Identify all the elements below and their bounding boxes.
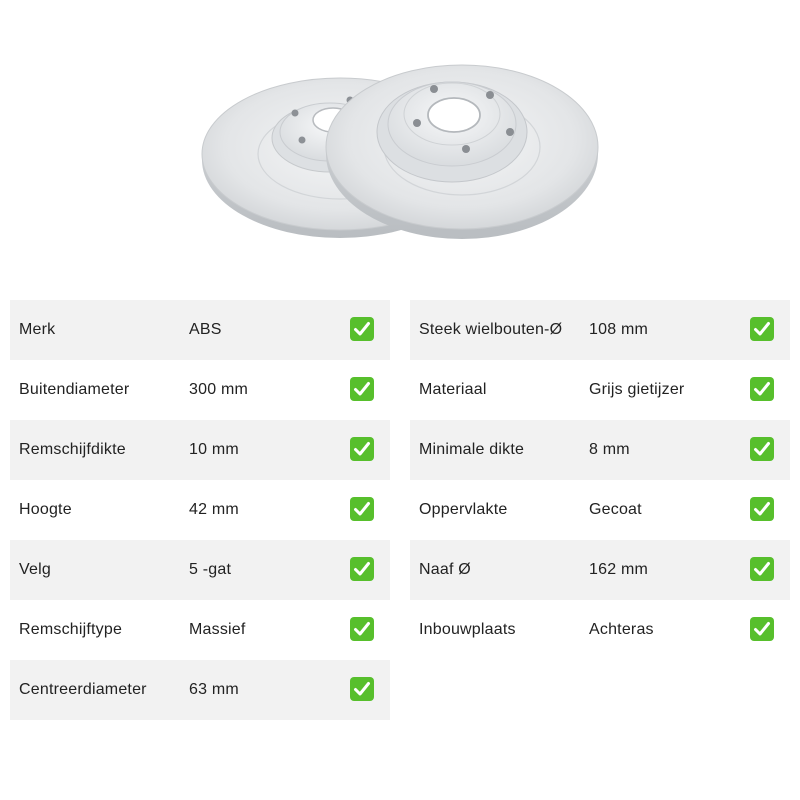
spec-value: 10 mm [189,441,239,458]
check-icon [749,376,775,402]
spec-value: 8 mm [589,441,630,458]
check-icon [349,616,375,642]
spec-label: Minimale dikte [419,441,525,458]
spec-row-remschijftype [10,600,390,660]
spec-label: Remschijfdikte [19,441,126,458]
check-icon [349,676,375,702]
spec-row-hoogte [10,480,390,540]
spec-value: 42 mm [189,501,239,518]
spec-value: 63 mm [189,681,239,698]
check-icon [749,616,775,642]
check-icon [749,316,775,342]
check-icon [749,436,775,462]
spec-value: Gecoat [589,501,642,518]
check-icon [349,556,375,582]
spec-row-velg [10,540,390,600]
spec-value: ABS [189,321,222,338]
spec-row-centreerdiameter [10,660,390,720]
spec-label: Centreerdiameter [19,681,147,698]
spec-value: Achteras [589,621,654,638]
spec-label: Materiaal [419,381,487,398]
check-icon [349,376,375,402]
spec-value: 108 mm [589,321,648,338]
spec-row-inbouwplaats [410,600,790,660]
spec-table-right [410,300,790,660]
spec-value: 162 mm [589,561,648,578]
spec-row-remschijfdikte [10,420,390,480]
spec-value: 300 mm [189,381,248,398]
spec-table-left [10,300,390,720]
check-icon [349,496,375,522]
spec-value: Grijs gietijzer [589,381,685,398]
brake-discs-image [190,50,610,250]
spec-row-steek-wielbouten [410,300,790,360]
spec-row-materiaal [410,360,790,420]
spec-row-merk [10,300,390,360]
spec-value: 5 -gat [189,561,232,578]
spec-row-minimale-dikte [410,420,790,480]
spec-label: Buitendiameter [19,381,130,398]
brake-disc-front [326,65,598,239]
spec-label: Merk [19,321,56,338]
spec-label: Steek wielbouten-Ø [419,321,563,338]
check-icon [349,316,375,342]
check-icon [749,496,775,522]
spec-value: Massief [189,621,246,638]
spec-row-buitendiameter [10,360,390,420]
spec-label: Remschijftype [19,621,123,638]
spec-label: Inbouwplaats [419,621,516,638]
spec-row-oppervlakte [410,480,790,540]
spec-row-naaf [410,540,790,600]
spec-label: Velg [19,561,51,578]
spec-label: Oppervlakte [419,501,508,518]
check-icon [749,556,775,582]
spec-label: Hoogte [19,501,72,518]
check-icon [349,436,375,462]
spec-label: Naaf Ø [419,561,471,578]
